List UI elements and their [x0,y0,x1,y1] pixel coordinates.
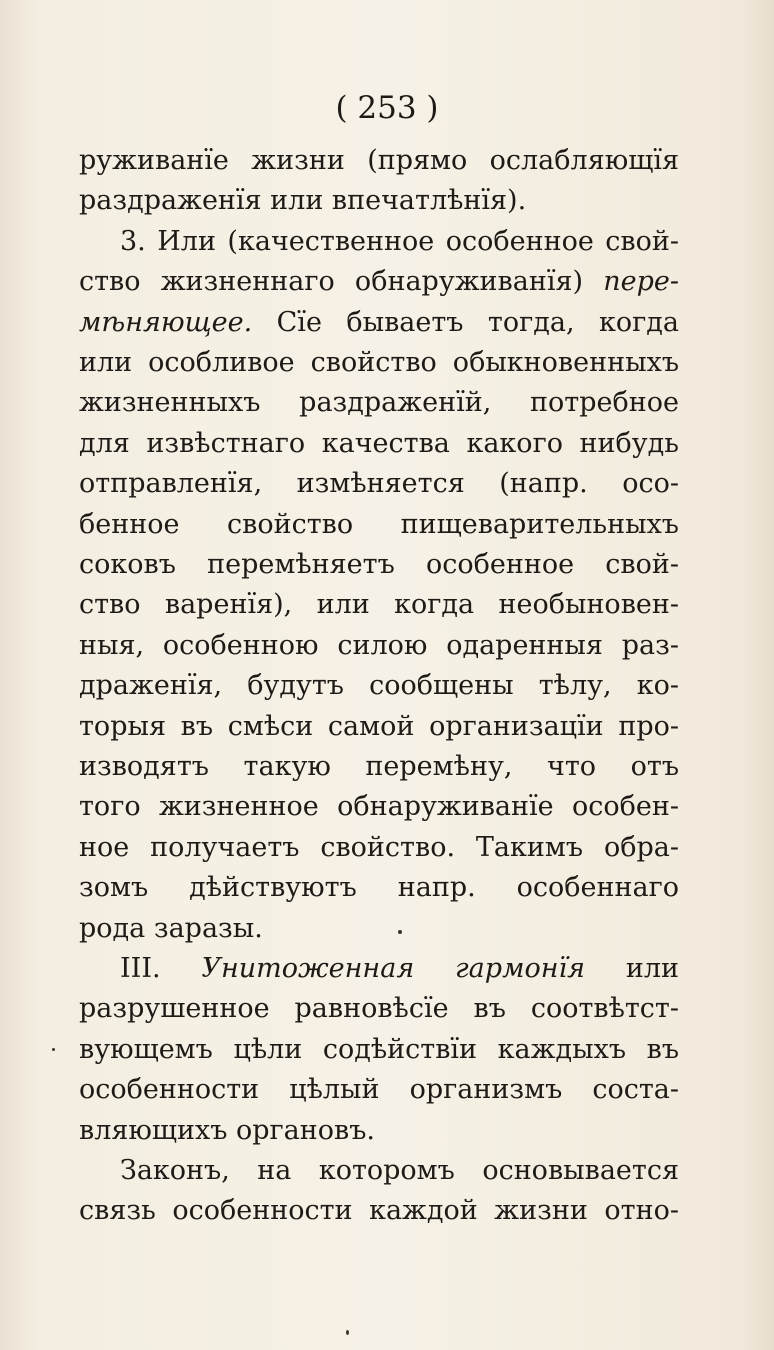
text-line: 3. Или (качественное особенное свой- [120,225,679,257]
text-line: раздраженїя или впечатлѣнїя). [79,185,527,217]
page-number: ( 253 ) [335,90,439,126]
text-line: рода заразы. [79,912,263,944]
text-line: драженїя, будутъ сообщены тѣлу, ко- [79,670,679,702]
text-line: особенности цѣлый организмъ соста- [79,1074,679,1106]
ink-speck [52,1048,55,1051]
ink-speck [398,930,402,934]
text-line: соковъ перемѣняетъ особенное свой- [79,549,679,580]
text-line: разрушенное равновѣсїе въ соотвѣтст- [79,993,679,1025]
text-line: отправленїя, измѣняется (напр. осо- [79,468,679,500]
text-line: вляющихъ органовъ. [79,1114,375,1146]
text-line: ство жизненнаго обнаруживанїя) пере- [79,266,679,298]
ink-speck [346,1330,349,1335]
text-line: того жизненное обнаруживанїе особен- [79,791,679,823]
text-line: III. Унитоженная гармонїя или [120,953,680,984]
text-line: ство варенїя), или когда необыновен- [79,589,679,621]
text-line: руживанїе жизни (прямо ослабляющїя [79,145,679,176]
text-line: ныя, особенною силою одаренныя раз- [79,629,679,661]
text-line: или особливое свойство обыкновенныхъ [79,347,679,378]
text-line: торыя въ смѣси самой организацїи про- [79,710,679,742]
text-line: ное получаетъ свойство. Такимъ обра- [79,831,679,863]
text-line: связь особенности каждой жизни отно- [79,1195,679,1227]
text-line: бенное свойство пищеварительныхъ [79,508,679,540]
text-line: жизненныхъ раздраженїй, потребное [79,387,679,419]
text-line: Законъ, на которомъ основывается [120,1155,679,1186]
text-line: мѣняющее. Сїе бываетъ тогда, когда [79,306,679,338]
text-line: для извѣстнаго качества какого нибудь [79,427,679,459]
text-line: изводятъ такую перемѣну, что отъ [79,751,679,782]
text-line: вующемъ цѣли содѣйствїи каждыхъ въ [79,1033,679,1065]
text-line: зомъ дѣйствуютъ напр. особеннаго [79,872,679,904]
